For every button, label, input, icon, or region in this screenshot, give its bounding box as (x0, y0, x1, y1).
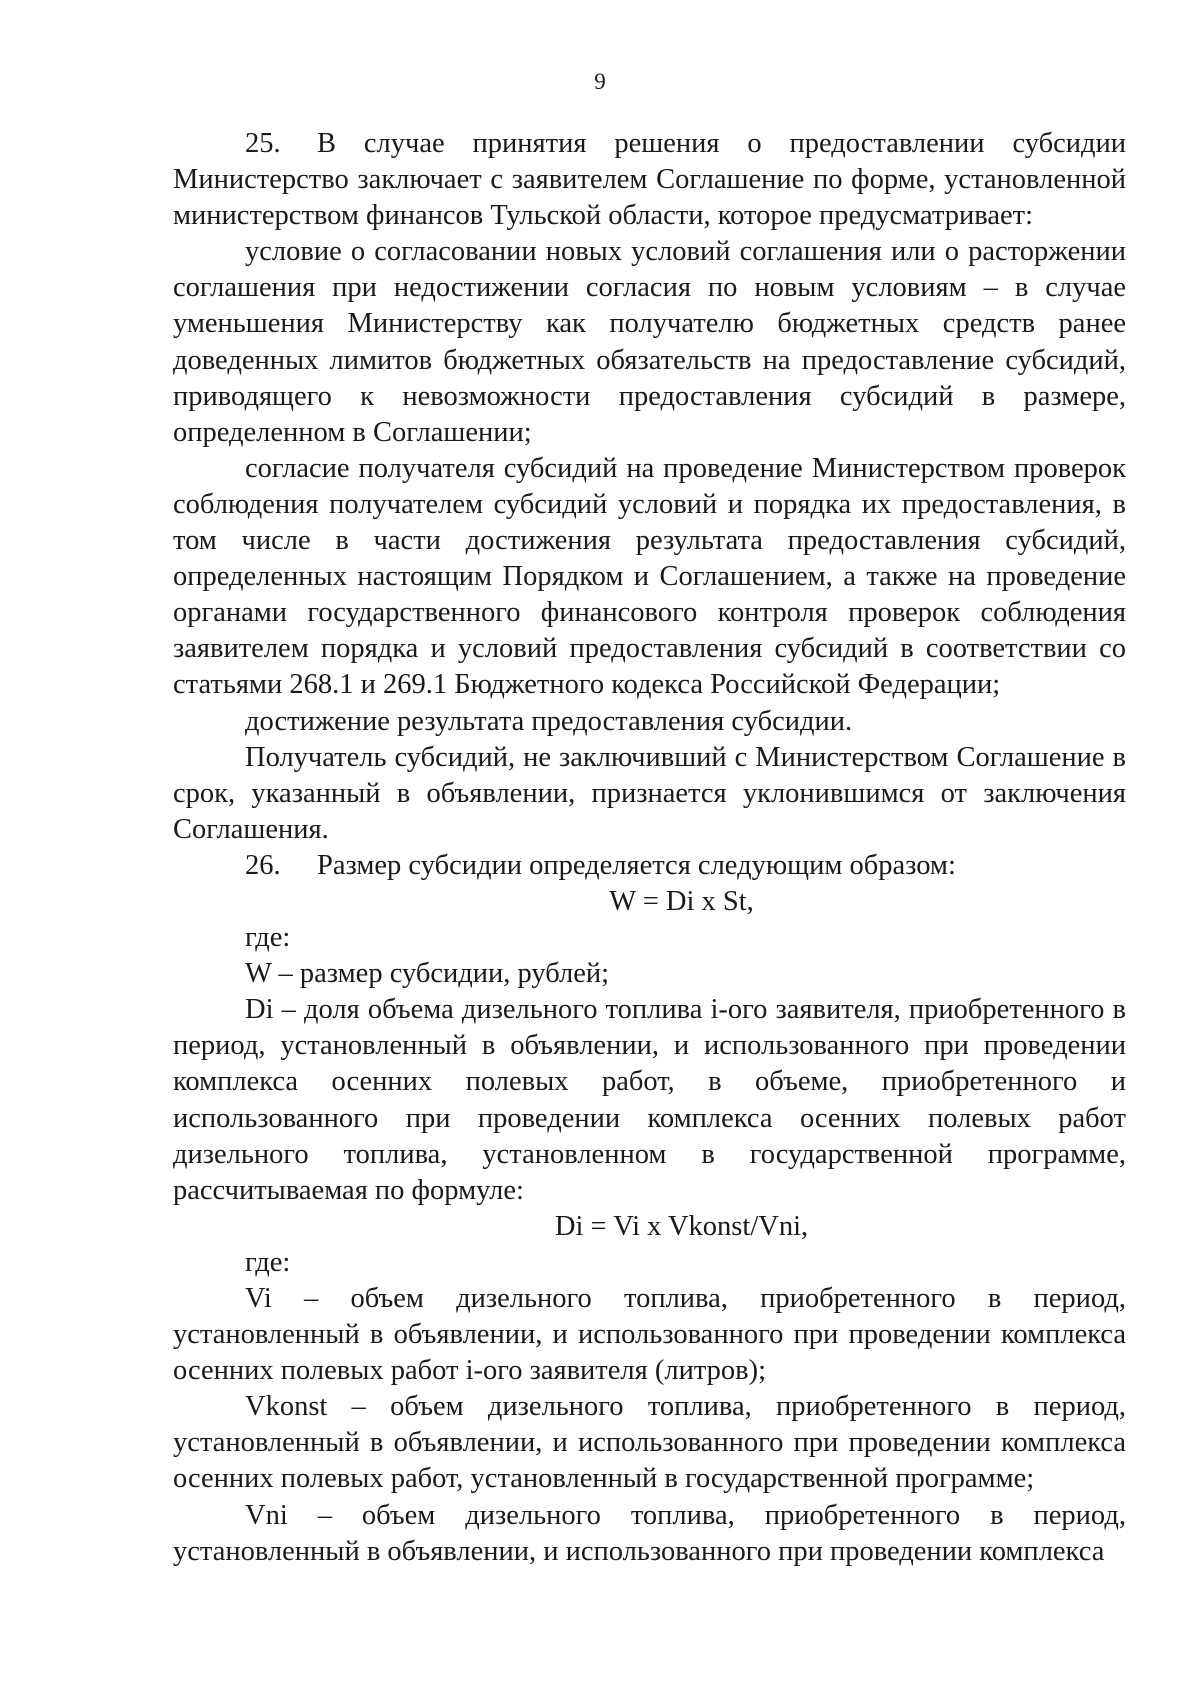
paragraph-text: В случае принятия решения о предоставлении субсидии Министерство заключает с заявителем Соглашение по форме, установленной министерством финансов Тульской области, которое предусматривает: (173, 128, 1126, 232)
page-number: 9 (594, 69, 606, 94)
paragraph-item-26 (173, 848, 1126, 884)
paragraph: где: (245, 922, 291, 954)
paragraph: Vi – объем дизельного топлива, приобретенного в период, установленный в объявлении, и использованного при проведении комплекса осенних полевых работ i-ого заявителя (литров); (173, 1283, 1126, 1387)
paragraph: согласие получателя субсидий на проведение Министерством проверок соблюдения получателем субсидий условий и порядка их предоставления, в том числе в части достижения результата предоставления субсидий, определенных настоящим Порядком и Соглашением, а также на проведение органами государственного финансового контроля проверок соблюдения заявителем порядка и условий предоставления субсидий в соответствии со статьями 268.1 и 269.1 Бюджетного кодекса Российской Федерации; (173, 452, 1126, 701)
paragraph: где: (245, 1246, 291, 1278)
item-number: 25. (245, 128, 281, 159)
document-body (173, 126, 1126, 1570)
paragraph: достижение результата предоставления субсидии. (245, 705, 853, 737)
paragraph: Di – доля объема дизельного топлива i-ого заявителя, приобретенного в период, установленный в объявлении, и использованного при проведении комплекса осенних полевых работ, в объеме, приобретенного и использованного при проведении комплекса осенних полевых работ дизельного топлива, установленном в государственной программе, рассчитываемая по формуле: (173, 994, 1126, 1206)
paragraph: Получатель субсидий, не заключивший с Министерством Соглашение в срок, указанный в объявлении, признается уклонившимся от заключения Соглашения. (173, 741, 1126, 845)
paragraph: Vkonst – объем дизельного топлива, приобретенного в период, установленный в объявлении, и использованного при проведении комплекса осенних полевых работ, установленный в государственной программе; (173, 1391, 1126, 1495)
paragraph-text: Размер субсидии определяется следующим образом: (317, 849, 956, 881)
item-number: 26. (245, 849, 281, 881)
formula-share: Di = Vi x Vkonst/Vni, (554, 1210, 809, 1242)
paragraph: W – размер субсидии, рублей; (245, 958, 610, 990)
paragraph: условие о согласовании новых условий соглашения или о расторжении соглашения при недостижении согласия по новым условиям – в случае уменьшения Министерству как получателю бюджетных средств ранее доведенных лимитов бюджетных обязательств на предоставление субсидий, приводящего к невозможности предоставления субсидий в размере, определенном в Соглашении; (173, 236, 1126, 448)
paragraph: Vni – объем дизельного топлива, приобретенного в период, установленный в объявлении, и использованного при проведении комплекса (173, 1499, 1126, 1567)
formula-subsidy: W = Di x St, (609, 885, 754, 917)
paragraph-item-25 (173, 126, 1126, 234)
